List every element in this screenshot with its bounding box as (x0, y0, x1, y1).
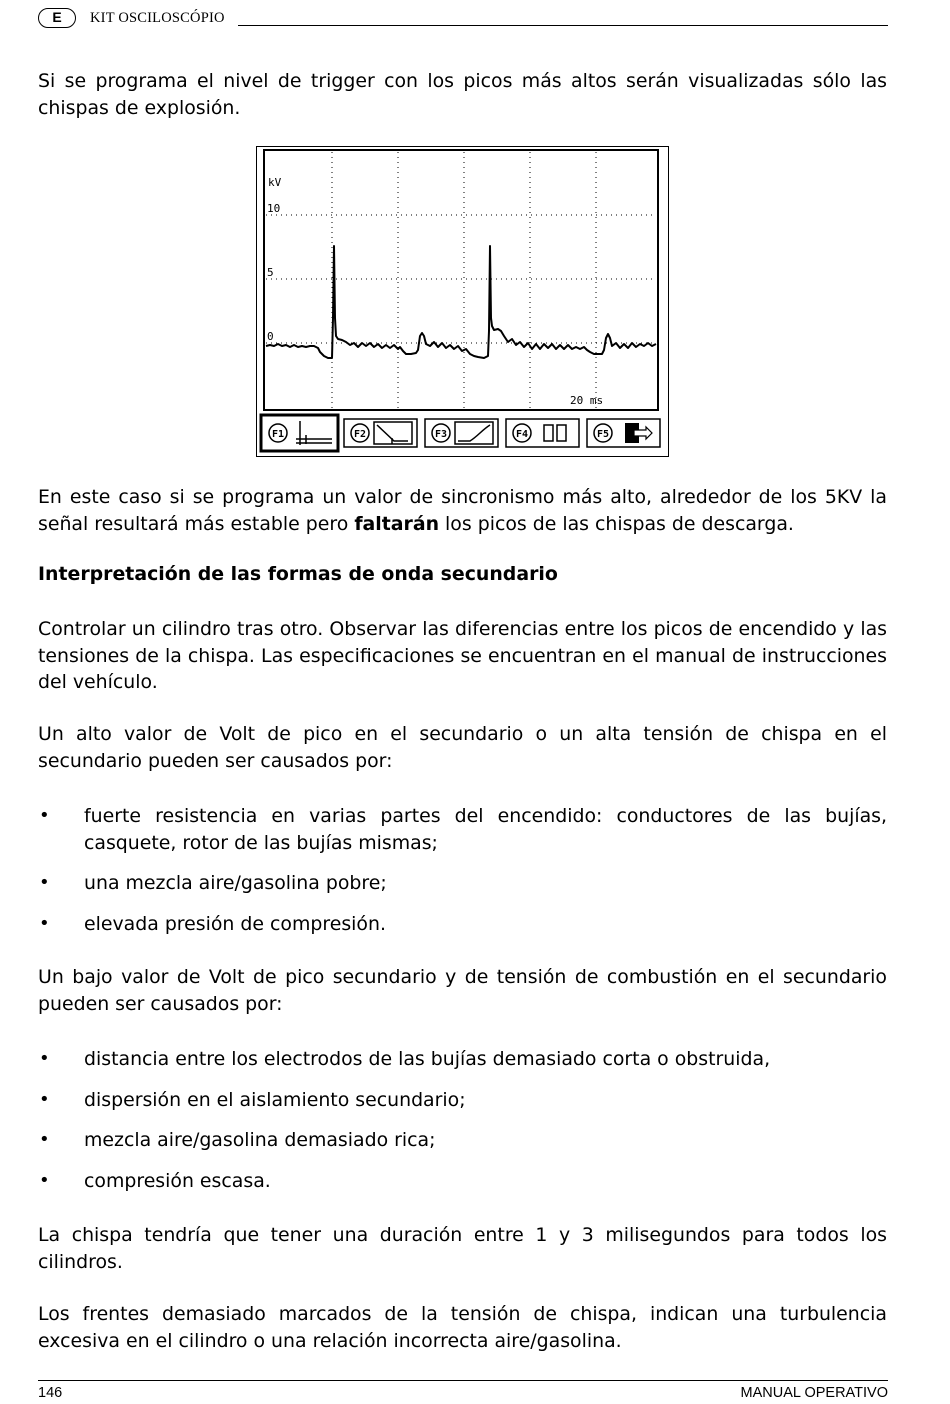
paragraph-high-voltage: Un alto valor de Volt de pico en el secundario o un alta tensión de chispa en el secundario pueden ser causados por: (38, 723, 887, 772)
list-item-text: compresión escasa. (84, 1169, 271, 1192)
page-number: 146 (38, 1385, 63, 1401)
oscilloscope-figure (256, 146, 669, 457)
low-voltage-causes-list (38, 1046, 887, 1194)
scope-unit-label: kV (268, 176, 282, 189)
high-voltage-causes-list (38, 803, 887, 937)
header-title: KIT OSCILOSCÓPIO (90, 10, 225, 26)
list-item-text: elevada presión de compresión. (84, 912, 386, 935)
paragraph-low-voltage: Un bajo valor de Volt de pico secundario y de tensión de combustión en el secundario pueden ser causados por: (38, 966, 887, 1015)
paragraph-trigger: Si se programa el nivel de trigger con los picos más altos serán visualizadas sólo las chispas de explosión. (38, 70, 887, 119)
bullet-icon: • (39, 912, 50, 934)
list-item (38, 1046, 887, 1073)
list-item-text: mezcla aire/gasolina demasiado rica; (84, 1129, 436, 1151)
bullet-icon: • (39, 872, 50, 893)
function-key-bar (261, 415, 660, 451)
f2-key[interactable] (344, 419, 417, 447)
list-item-text: una mezcla aire/gasolina pobre; (84, 872, 387, 894)
f1-key[interactable] (261, 415, 338, 451)
f5-label: F5 (596, 429, 610, 440)
f3-key[interactable] (425, 419, 498, 447)
bullet-icon: • (39, 1169, 50, 1191)
scope-time-label: 20 ms (570, 394, 604, 407)
bullet-icon: • (39, 1088, 50, 1110)
paragraph-spark-duration: La chispa tendría que tener una duración entre 1 y 3 milisegundos para todos los cilindros. (38, 1224, 887, 1273)
bullet-icon: • (39, 805, 50, 826)
page-header (38, 8, 888, 30)
list-item-text: fuerte resistencia en varias partes del encendido: conductores de las bujías, casquete, rotor de las bujías mismas; (84, 805, 887, 854)
list-item (38, 1127, 887, 1154)
scope-screen (264, 150, 658, 410)
scope-y-label-0: 0 (267, 330, 274, 343)
bullet-icon: • (39, 1048, 50, 1069)
list-item (38, 870, 887, 897)
list-item (38, 911, 887, 938)
f2-label: F2 (353, 429, 367, 440)
bullet-icon: • (39, 1129, 50, 1150)
scope-y-label-5: 5 (267, 266, 274, 279)
f3-label: F3 (434, 429, 448, 440)
list-item (38, 803, 887, 856)
list-item (38, 1168, 887, 1195)
f5-key[interactable] (587, 419, 660, 447)
list-item-text: dispersión en el aislamiento secundario; (84, 1088, 466, 1111)
list-item (38, 1087, 887, 1114)
p2-bold: faltarán (354, 512, 440, 535)
f4-key[interactable] (506, 419, 579, 447)
section-heading: Interpretación de las formas de onda secundario (38, 563, 558, 585)
language-badge: E (38, 8, 76, 28)
scope-y-label-10: 10 (267, 202, 281, 215)
paragraph-sync-level (38, 484, 887, 537)
list-item-text: distancia entre los electrodos de las bujías demasiado corta o obstruida, (84, 1048, 771, 1070)
f4-label: F4 (515, 429, 529, 440)
manual-label: MANUAL OPERATIVO (740, 1385, 888, 1401)
f1-label: F1 (271, 429, 285, 440)
p2-text-end: los picos de las chispas de descarga. (439, 512, 794, 535)
paragraph-turbulence: Los frentes demasiado marcados de la tensión de chispa, indican una turbulencia excesiva en el cilindro o una relación incorrecta aire/gasolina. (38, 1303, 887, 1352)
header-rule (238, 25, 888, 26)
page-footer (38, 1380, 888, 1401)
paragraph-check-cylinders: Controlar un cilindro tras otro. Observar las diferencias entre los picos de encendido y las tensiones de la chispa. Las especificaciones se encuentran en el manual de instrucciones del vehículo. (38, 618, 887, 693)
p2-text-start: En este caso si se programa un valor de sincronismo más alto, alrededor de los 5KV la señal resultará más estable pero (38, 486, 887, 535)
